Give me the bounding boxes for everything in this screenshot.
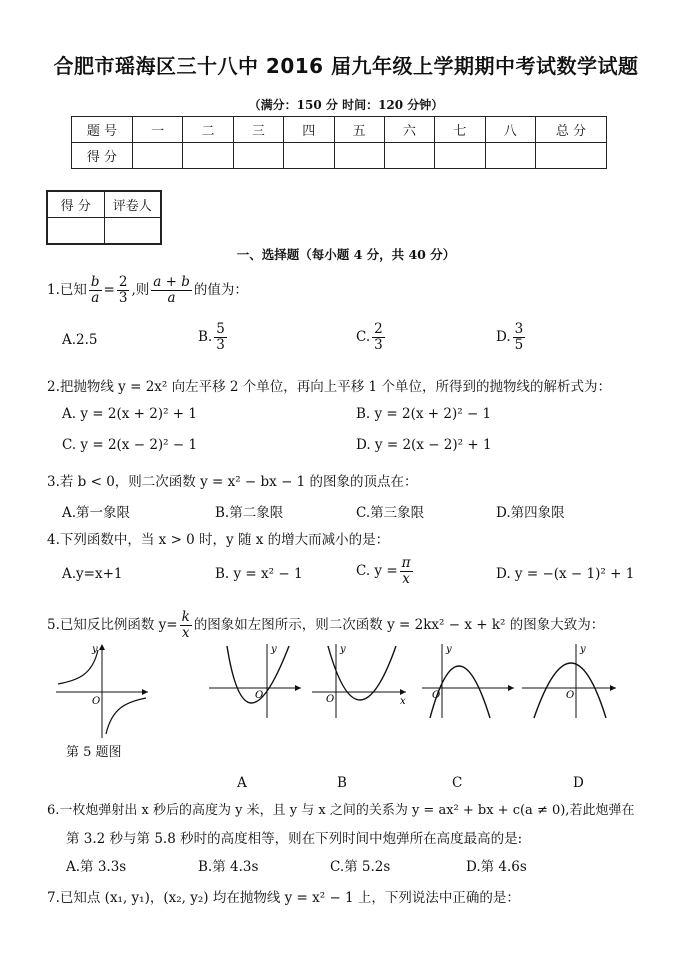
frac-den: a — [91, 290, 100, 306]
q2-stem: 2.把抛物线 y = 2x² 向左平移 2 个单位，再向上平移 1 个单位，所得到的抛物线的解析式为： — [47, 379, 611, 395]
origin-label: O — [566, 690, 575, 701]
frac-den: 3 — [374, 337, 383, 353]
origin-label: O — [92, 696, 101, 707]
q5-graph-b — [310, 640, 410, 720]
q5-prefix: 5.已知反比例函数 y= — [47, 617, 178, 633]
q5-option-a[interactable]: A — [237, 775, 247, 791]
grader-name-header: 评卷人 — [104, 191, 161, 218]
frac-den: x — [181, 625, 190, 641]
q1-option-d[interactable] — [496, 322, 527, 353]
hyperbola-branch-right — [106, 698, 146, 734]
frac-num: 2 — [374, 321, 383, 337]
score-cell: 六 — [384, 117, 434, 143]
score-cell: 一 — [133, 117, 183, 143]
frac-den: 3 — [118, 290, 128, 306]
score-blank[interactable] — [485, 143, 535, 169]
q1-option-c[interactable] — [356, 322, 387, 353]
option-prefix: D. — [496, 329, 511, 345]
score-cell: 题 号 — [72, 117, 133, 143]
x-axis-arrow — [400, 689, 406, 695]
score-cell: 八 — [485, 117, 535, 143]
q5-graph-c — [418, 640, 518, 720]
frac-num: π — [401, 555, 411, 571]
frac-num: k — [181, 609, 190, 625]
q4-stem: 4.下列函数中，当 x > 0 时，y 随 x 的增大而减小的是： — [47, 532, 390, 548]
q1-suffix: 的值为： — [193, 282, 248, 298]
q2-option-a[interactable]: A. y = 2(x + 2)² + 1 — [62, 406, 197, 422]
q2-option-d[interactable]: D. y = 2(x − 2)² + 1 — [356, 437, 492, 453]
q2-option-c[interactable]: C. y = 2(x − 2)² − 1 — [62, 437, 198, 453]
q1-frac-2-3 — [117, 275, 130, 306]
score-blank[interactable] — [435, 143, 485, 169]
q1-eq: = — [103, 282, 115, 298]
score-cell: 四 — [284, 117, 334, 143]
y-axis-arrow — [99, 644, 105, 650]
score-blank[interactable] — [536, 143, 607, 169]
y-label: y — [446, 644, 452, 655]
q4-option-d[interactable]: D. y = −(x − 1)² + 1 — [496, 566, 635, 582]
x-axis-arrow — [610, 685, 616, 691]
q5-option-c[interactable]: C — [452, 775, 463, 791]
q5-reference-graph — [52, 640, 152, 740]
q2-option-b[interactable]: B. y = 2(x + 2)² − 1 — [356, 406, 492, 422]
q6-stem-line2: 第 3.2 秒与第 5.8 秒时的高度相等，则在下列时间中炮弹所在高度最高的是: — [66, 831, 523, 847]
score-cell: 七 — [435, 117, 485, 143]
y-label: y — [92, 644, 98, 655]
q5-suffix: 的图象如左图所示，则二次函数 y = 2kx² − x + k² 的图象大致为： — [193, 617, 605, 633]
q4-option-c[interactable] — [356, 556, 415, 587]
score-blank[interactable] — [334, 143, 384, 169]
y-label: y — [580, 644, 586, 655]
score-blank[interactable] — [133, 143, 183, 169]
q1-b-frac — [214, 322, 227, 353]
y-label: y — [340, 644, 346, 655]
frac-den: a — [167, 290, 176, 306]
y-label: y — [271, 644, 277, 655]
exam-subtitle: （满分：150 分 时间：120 分钟） — [248, 98, 444, 112]
score-blank[interactable] — [183, 143, 233, 169]
q3-option-b[interactable]: B.第二象限 — [215, 505, 284, 521]
frac-num: 5 — [216, 321, 225, 337]
q6-option-c[interactable]: C.第 5.2s — [330, 859, 391, 875]
q5-stem — [47, 610, 604, 641]
score-cell: 三 — [233, 117, 283, 143]
x-axis-arrow — [295, 685, 301, 691]
option-prefix: B. — [198, 329, 213, 345]
q5-option-b[interactable]: B — [337, 775, 347, 791]
option-prefix: C. — [356, 329, 371, 345]
q5-figure-caption: 第 5 题图 — [66, 745, 122, 760]
score-row-label: 得 分 — [72, 143, 133, 169]
q7-stem: 7.已知点 (x₁, y₁)，(x₂, y₂) 均在抛物线 y = x² − 1 上，下列说法中正确的是： — [47, 890, 520, 906]
q3-option-a[interactable]: A.第一象限 — [62, 505, 131, 521]
frac-den: 5 — [514, 337, 524, 353]
x-label: x — [400, 696, 406, 707]
frac-den: 3 — [216, 337, 225, 353]
frac-num: b — [90, 274, 100, 290]
q1-option-b[interactable] — [198, 322, 229, 353]
frac-num: 2 — [118, 274, 128, 290]
q6-option-a[interactable]: A.第 3.3s — [66, 859, 127, 875]
score-cell: 总 分 — [536, 117, 607, 143]
origin-label: O — [326, 694, 335, 705]
q5-option-d[interactable]: D — [573, 775, 584, 791]
grader-score-blank[interactable] — [47, 218, 104, 245]
x-axis-arrow — [508, 685, 514, 691]
q1-c-frac — [372, 322, 385, 353]
q1-prefix: 1.已知 — [47, 282, 87, 298]
score-blank[interactable] — [284, 143, 334, 169]
score-blank[interactable] — [384, 143, 434, 169]
score-cell: 五 — [334, 117, 384, 143]
q4-option-b[interactable]: B. y = x² − 1 — [215, 566, 303, 582]
exam-title: 合肥市瑶海区三十八中 2016 届九年级上学期期中考试数学试题 — [53, 54, 639, 78]
origin-label: O — [255, 690, 264, 701]
q5-graph-d — [520, 640, 620, 720]
section-heading: 一、选择题（每小题 4 分，共 40 分） — [236, 247, 456, 262]
q6-option-b[interactable]: B.第 4.3s — [198, 859, 259, 875]
score-table-header-row — [72, 117, 607, 143]
q4-c-frac — [400, 556, 413, 587]
q6-option-d[interactable]: D.第 4.6s — [466, 859, 527, 875]
hyperbola-branch-left — [58, 650, 98, 684]
q6-stem-line1: 6.一枚炮弹射出 x 秒后的高度为 y 米，且 y 与 x 之间的关系为 y = ax² + bx + c(a ≠ 0),若此炮弹在 — [47, 803, 635, 818]
q1-d-frac — [513, 322, 526, 353]
q1-mid: ,则 — [131, 282, 150, 298]
grader-table — [46, 190, 162, 245]
score-blank[interactable] — [233, 143, 283, 169]
grader-score-header: 得 分 — [47, 191, 104, 218]
frac-den: x — [402, 571, 410, 587]
x-axis-arrow — [142, 689, 148, 695]
q3-stem: 3.若 b < 0，则二次函数 y = x² − bx − 1 的图象的顶点在： — [47, 474, 418, 490]
q4-option-a[interactable]: A.y=x+1 — [62, 566, 123, 582]
q1-option-a[interactable]: A.2.5 — [62, 332, 98, 348]
option-prefix: C. y = — [356, 563, 398, 579]
grader-name-blank[interactable] — [104, 218, 161, 245]
q1-stem — [47, 275, 248, 306]
frac-num: a + b — [153, 274, 190, 290]
score-table-score-row — [72, 143, 607, 169]
q1-frac-b-a — [89, 275, 102, 306]
q5-frac-k-x — [180, 610, 192, 641]
q3-option-d[interactable]: D.第四象限 — [496, 505, 565, 521]
origin-label: O — [432, 690, 441, 701]
q1-frac-ab-a — [151, 275, 192, 306]
score-table — [71, 116, 607, 169]
q5-graph-a — [205, 640, 305, 720]
q3-option-c[interactable]: C.第三象限 — [356, 505, 425, 521]
frac-num: 3 — [514, 321, 524, 337]
score-cell: 二 — [183, 117, 233, 143]
